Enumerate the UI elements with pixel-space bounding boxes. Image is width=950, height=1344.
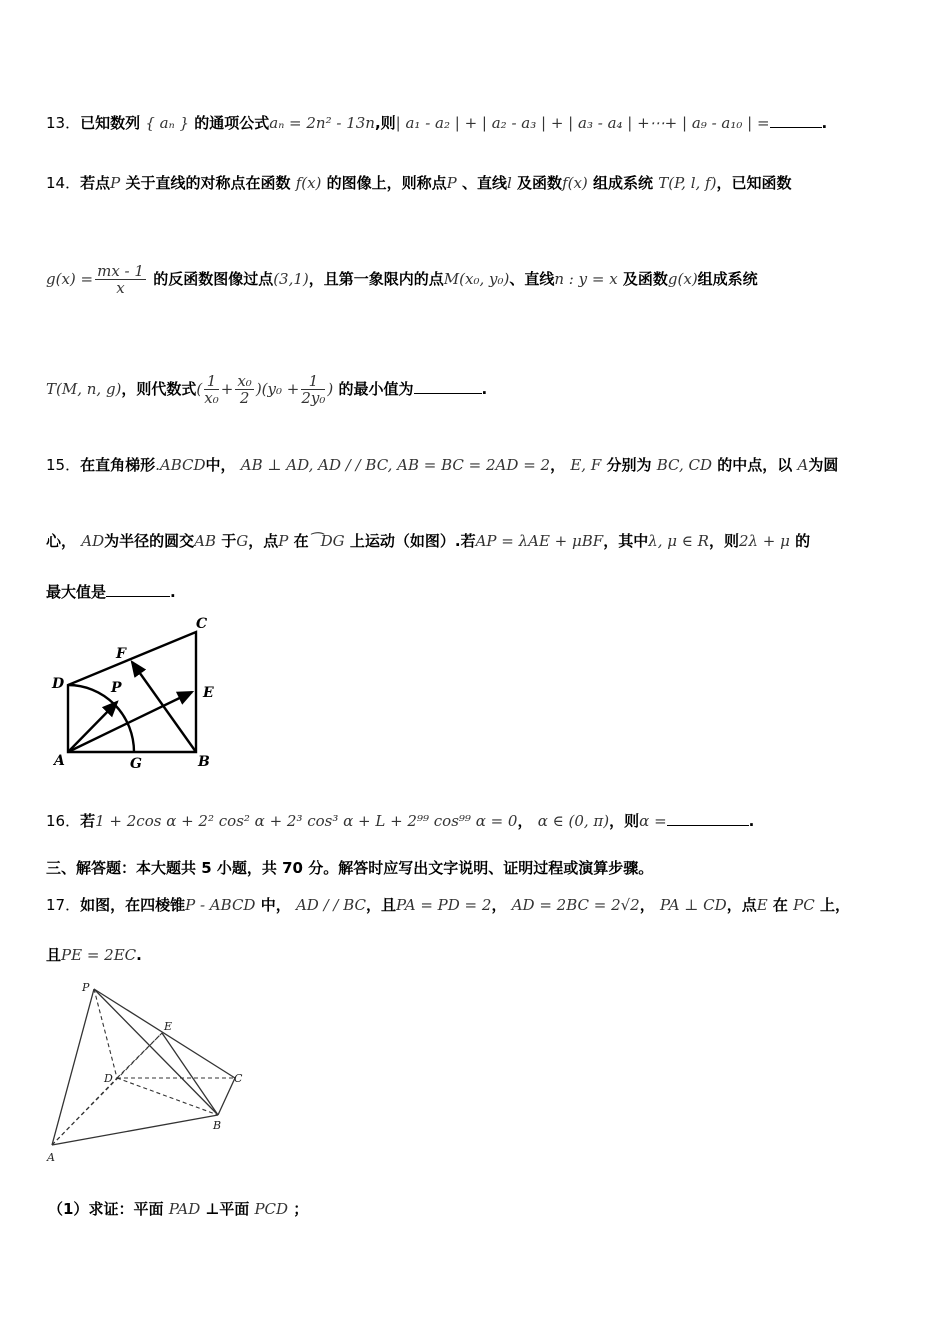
q15-line-3: [46, 582, 176, 602]
q17-text: ⊥平面: [205, 1200, 250, 1218]
q17-text: 上，: [819, 896, 850, 914]
q17-number: 17．: [46, 896, 81, 914]
q17-math: PC: [793, 896, 815, 914]
q15-math: G: [236, 532, 249, 550]
q14-number: 14．: [46, 174, 81, 192]
label-b: B: [213, 1119, 222, 1132]
q15-text: 最大值是: [46, 583, 107, 601]
q16-math: 1 + 2cos α + 2² cos² α + 2³ cos³ α + L + 2⁹⁹ cos⁹⁹ α = 0: [95, 812, 518, 830]
q15-math: AD: [81, 532, 105, 550]
q15-math: AB ⊥ AD, AD / / BC, AB = BC = 2AD = 2: [240, 456, 551, 474]
q14-math: g(x): [667, 270, 698, 288]
label-p: P: [111, 680, 122, 696]
q14-math: T(M, n, g): [46, 380, 122, 398]
q17-end: .: [136, 946, 142, 964]
q15-math: ⁀DG: [308, 532, 345, 550]
q17-math: PE = 2EC: [61, 946, 137, 964]
q17-text: 求证：平面: [88, 1200, 164, 1218]
q15-line-1: [46, 455, 838, 475]
q13-text: ,则: [374, 114, 396, 132]
trapezoid-figure: [48, 610, 228, 775]
label-p: P: [82, 981, 90, 994]
q17-end: ；: [293, 1200, 309, 1218]
q13-formula: aₙ = 2n² - 13n: [269, 114, 375, 132]
q15-math: E, F: [570, 456, 602, 474]
q15-text: 为半径的圆交: [104, 532, 195, 550]
q14-math: ): [327, 380, 334, 398]
q15-math: A: [797, 456, 809, 474]
q14-fraction: [301, 373, 325, 406]
q15-text: 心，: [46, 532, 77, 550]
label-c: C: [196, 616, 208, 632]
q17-text: 且: [46, 946, 62, 964]
q17-sub1: [48, 1199, 308, 1219]
q15-text: ，其中: [603, 532, 649, 550]
fraction-denominator: 2y₀: [301, 389, 326, 407]
q17-text: 中，: [260, 896, 291, 914]
q17-math: AD / / BC: [295, 896, 366, 914]
q14-math: l: [507, 174, 512, 192]
q14-text: 及函数: [622, 270, 668, 288]
q14-text: ，则代数式: [121, 380, 197, 398]
segment-eb: [162, 1033, 218, 1115]
q13-number: 13．: [46, 114, 81, 132]
label-f: F: [116, 646, 126, 662]
q15-math: .ABCD: [155, 456, 206, 474]
q17-math: P - ABCD: [185, 896, 256, 914]
fraction-denominator: 2: [239, 389, 250, 407]
q17-math: PAD: [168, 1200, 201, 1218]
segment-db: [117, 1078, 218, 1115]
q17-math: E: [756, 896, 768, 914]
q15-text: ，: [550, 456, 566, 474]
q14-line-3: [46, 373, 487, 406]
q14-text: 关于直线的对称点在函数: [125, 174, 291, 192]
q15-text: 为圆: [808, 456, 839, 474]
q16-text: ，: [517, 812, 533, 830]
q14-text: 、直线: [461, 174, 507, 192]
q13-end: .: [821, 114, 828, 132]
q14-math: P: [446, 174, 457, 192]
answer-blank: [414, 379, 482, 394]
q15-math: P: [278, 532, 289, 550]
q14-math: n : y = x: [554, 270, 618, 288]
q14-math: (3,1): [273, 270, 309, 288]
label-c: C: [234, 1072, 243, 1085]
vector-ap: [68, 702, 117, 752]
q16-text: 若: [80, 812, 96, 830]
q17-text: ，: [491, 896, 507, 914]
q14-text: 的最小值为: [338, 380, 414, 398]
q16-text: ，则: [609, 812, 640, 830]
q14-end: .: [481, 380, 488, 398]
q15-math: 2λ + μ: [738, 532, 790, 550]
answer-blank: [667, 811, 749, 826]
label-d: D: [104, 1072, 113, 1085]
label-b: B: [198, 754, 210, 770]
q17-text: 在: [772, 896, 788, 914]
q17-text: ，: [639, 896, 655, 914]
q14-line-2: [46, 263, 758, 296]
q13-line: [46, 113, 827, 133]
q14-text: 组成系统: [697, 270, 758, 288]
q15-text: 的中点，以: [717, 456, 793, 474]
q14-text: 的图像上，则称点: [326, 174, 447, 192]
label-e: E: [164, 1020, 173, 1033]
q15-end: .: [170, 583, 176, 601]
q14-text: 及函数: [517, 174, 563, 192]
edge-bc: [218, 1078, 235, 1115]
fraction-numerator: 1: [204, 373, 218, 390]
q15-text: 上运动（如图）.若: [349, 532, 476, 550]
q15-math: BC, CD: [656, 456, 713, 474]
q17-math: AD = 2BC = 2√2: [511, 896, 640, 914]
q13-math: { aₙ }: [145, 114, 189, 132]
q14-text: 若点: [80, 174, 111, 192]
q13-expression: | a₁ - a₂ | + | a₂ - a₃ | + | a₃ - a₄ | +⋯+ | a₉ - a₁₀ | =: [395, 114, 770, 132]
label-e: E: [203, 685, 214, 701]
q15-text: ，则: [708, 532, 739, 550]
q14-fraction: [204, 373, 218, 406]
q14-math: (: [196, 380, 203, 398]
q17-math: PA = PD = 2: [396, 896, 492, 914]
q14-fraction: [235, 373, 253, 406]
vector-bf: [132, 662, 196, 752]
q14-math: P: [110, 174, 121, 192]
label-a: A: [47, 1151, 55, 1164]
q14-math: )(y₀ +: [255, 380, 300, 398]
q16-math: α =: [639, 812, 667, 830]
q15-text: 在: [293, 532, 309, 550]
q15-math: λ, μ ∈ R: [648, 532, 709, 550]
q13-text: 的通项公式: [194, 114, 270, 132]
q15-text: 分别为: [606, 456, 652, 474]
fraction-numerator: mx - 1: [97, 262, 144, 280]
answer-blank: [106, 582, 170, 597]
q16-math: α ∈ (0, π): [537, 812, 610, 830]
edge-pc: [94, 989, 235, 1078]
fraction-denominator: x: [116, 279, 125, 297]
label-a: A: [54, 753, 65, 769]
q14-fraction: [95, 263, 146, 296]
q16-end: .: [748, 812, 755, 830]
q16-line: [46, 811, 754, 831]
q16-number: 16．: [46, 812, 81, 830]
q14-math: +: [220, 380, 234, 398]
q17-math: PCD: [254, 1200, 289, 1218]
section-3-heading: 三、解答题：本大题共 5 小题，共 70 分。解答时应写出文字说明、证明过程或演算步骤。: [46, 859, 654, 877]
q17-text: ，且: [366, 896, 397, 914]
q14-text: 组成系统: [593, 174, 654, 192]
q17-text: 如图，在四棱锥: [80, 896, 186, 914]
q14-text: 的反函数图像过点: [153, 270, 274, 288]
q17-line-1: [46, 895, 850, 915]
q14-math: f(x): [562, 174, 588, 192]
q15-math: AP = λAE + μBF: [475, 532, 604, 550]
label-g: G: [130, 756, 142, 772]
fraction-numerator: x₀: [237, 372, 252, 390]
q17-text: ，点: [726, 896, 757, 914]
q13-text: 已知数列: [80, 114, 141, 132]
q15-text: 中，: [205, 456, 236, 474]
q15-text: ，点: [248, 532, 279, 550]
q14-text: ，已知函数: [716, 174, 792, 192]
label-d: D: [52, 676, 65, 692]
edge-pa: [52, 989, 94, 1145]
q17-line-2: [46, 945, 142, 965]
edge-pb: [94, 989, 218, 1115]
edge-pd: [94, 989, 117, 1078]
q15-text: 在直角梯形: [80, 456, 156, 474]
q15-text: 的: [795, 532, 811, 550]
q14-math: M(x₀, y₀): [443, 270, 510, 288]
q15-text: 于: [221, 532, 237, 550]
q14-text: 、直线: [509, 270, 555, 288]
q14-line-1: [46, 173, 791, 193]
q15-number: 15．: [46, 456, 81, 474]
fraction-numerator: 1: [301, 373, 325, 390]
q15-math: AB: [194, 532, 216, 550]
answer-blank: [770, 113, 822, 128]
q14-math: T(P, l, f): [658, 174, 717, 192]
pyramid-figure: [42, 975, 252, 1170]
q14-math: g(x) =: [46, 270, 94, 288]
q15-line-2: [46, 531, 810, 551]
fraction-denominator: x₀: [204, 389, 219, 407]
sub-question-number: （1）: [48, 1200, 89, 1218]
q17-math: PA ⊥ CD: [659, 896, 727, 914]
q14-text: ，且第一象限内的点: [308, 270, 444, 288]
q14-math: f(x): [295, 174, 322, 192]
